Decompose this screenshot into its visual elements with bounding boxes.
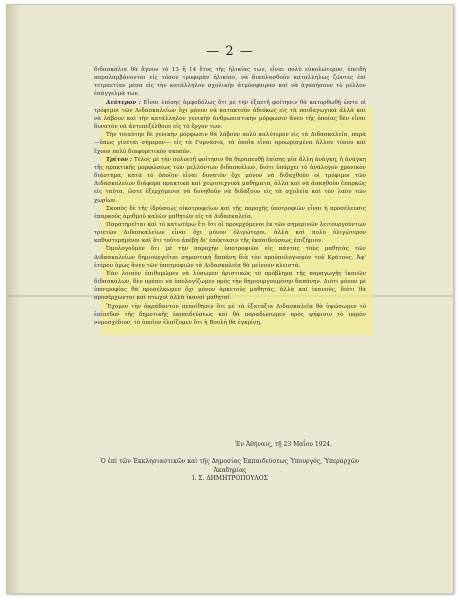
paragraph-1: διδασκάλια θὰ ἄγουν τὸ 13 ἢ 14 ἔτος τῆς ἡλικίας των, εἶναι πολὺ εὐκολώτερον, ἐπειδὴ παραλαμβάνονται εἰς τόσον τρυφερὰν ἡλικίαν, νὰ διαπλασθοῦν καταλλήλως ζῶντες ἐπὶ τετραετίαν μέσα εἰς τὴν κατάλληλον σχολικὴν ἀτμόσφαιραν καὶ νὰ ἀγαπήσουν τὸ μέλλον ἐπάγγελμά των. xyxy=(94,67,366,98)
signature-name: Ι. Σ. ΔΗΜΗΤΡΟΠΟΥΛΟΣ xyxy=(192,475,268,482)
paragraph-4: Τρίτον : Τέλος μὲ τὴν πολυετῆ φοίτησιν θὰ θεραπευθῇ ἐπίσης μία ἄλλη ἀνάγκη, ἡ ἀνάγκη τῆς πρακτικῆς μορφώσεως τῶν μελλόντων διδασκάλων, διότι ὑπάρχει τὸ ἀνάλογον χρονικὸν διάστημα, κατὰ τὸ ὁποῖον εἶναι δυνατὸν ὄχι μόνον νὰ διδαχθοῦν οἱ τρόφιμοι τῶν Διδασκαλείων διάφορα πρακτικὰ καὶ χειροτεχνικὰ μαθήματα, ἀλλὰ καὶ νὰ ἀσκηθοῦν ἐπαρκῶς εἰς ταῦτα, ὥστε ἐξερχόμενοι νὰ δυνηθοῦν νὰ διδάξουν εἰς τὰ σχολεῖα καὶ τὸν λαὸν τῶν χωρίων. xyxy=(94,156,366,204)
paragraph-7: Ὁμολογοῦμεν ὅτι μὲ τὴν παροχὴν ὑποτροφιῶν εἰς πάντας τοὺς μαθητὰς τῶν Διδασκαλείων δημιουργεῖται σημαντικὴ δαπάνη διὰ τὸν προϋπολογισμὸν τοῦ Κράτους. Ἀφ' ἑτέρου ὅμως ἄνευ τῶν ὑποτροφιῶν τὰ Διδασκαλεῖα θὰ μείνουν κλειστά. xyxy=(94,246,366,269)
paragraph-9: Ἔχομεν τὴν ἀκράδαντον πεποίθησιν ὅτι μὲ τὰ ἑξατάξια Διδασκαλεῖα θὰ ὑψώσωμεν τὸ ἐπίπεδον τῆς δημοτικῆς ἐκπαιδεύσεως καὶ θὰ παραδώσωμεν πρὸς ψήφισιν τὸ παρὸν νομοσχέδιον, τὸ ὁποῖον ἐλπίζομεν ὅτι ἡ Βουλὴ θὰ ἐγκρίνῃ. xyxy=(94,303,366,326)
page-number: — 2 — xyxy=(206,44,254,59)
paragraph-3: Τὴν τοιαύτην δὲ γενικὴν μόρφωσιν θὰ λάβουν πολὺ καλύτερον εἰς τὰ Διδασκαλεῖα, παρὰ —ὅπως γίνεται σήμερον— εἰς τὰ Γυμνάσια, τὰ ὁποῖα εἶναι προωρισμένα ἄλλου τύπου καὶ ἔχουν πολὺ διαφορετικὸν σκοπόν. xyxy=(94,132,366,155)
paragraph-8: Ἐὰν λοιπὸν ἐπιθυμῶμεν νὰ λύσωμεν ὁριστικῶς τὸ πρόβλημα τῆς παραγωγῆς ἱκανῶν διδασκάλων, δὲν πρέπει νὰ ὑπολογίζωμεν πρὸς τὴν δημιουργουμένην δαπάνην. Διότι μόνον μὲ ὑποτροφίας θὰ προσέλκωμεν ὄχι μόνον ἀρκετοὺς μαθητάς, ἀλλὰ καὶ ἱκανούς, διότι θὰ προσέρχωνται καὶ πτωχοὶ ἀλλὰ ἱκανοὶ μαθηταί. xyxy=(94,270,366,302)
binding-edge xyxy=(7,5,21,593)
date-line: Ἐν Ἀθήναις, τῇ 23 Μαΐου 1924. xyxy=(235,441,332,448)
body-text xyxy=(94,66,366,327)
paragraph-5: Σκοπὸς δὲ τῆς ἱδρύσεως οἰκοτροφείων καὶ τῆς παροχῆς ὑποτροφιῶν εἶναι ἡ προσέλευσις ἐπαρκοῦς ἀριθμοῦ καλῶν μαθητῶν εἰς τὰ Διδασκαλεῖα. xyxy=(94,205,366,220)
paragraph-2: Δεύτερον : Εἶναι ἐπίσης ἀμφοδόλως ὅτι μὲ τὴν ἐξαετῆ φοίτησιν θὰ κατορθωθῇ ὥστε οἱ τρόφιμοι τῶν Διδασκαλείων ὄχι μόνον νὰ κατακτοῦν ἀδιόκως εἰς τὰ παιδαγωγικὰ ἀλλὰ καὶ νὰ λάβουν καὶ τὴν κατάλληλον γενικὴν ἀνθρωπιστικὴν μόρφωσιν ἄνευ τῆς ὁποίας δὲν εἶναι δυνατὸν νὰ ἀντεπεξέλθουν εἰς τὸ ἔργον των. xyxy=(94,99,367,131)
signature-title: Ὁ ἐπὶ τῶν Ἐκκλησιαστικῶν καὶ τῆς Δημοσίας Ἐκπαιδεύσεως Ὑπουργός, Ὑπεραρχῶν Ἀκαδημίας xyxy=(100,458,360,474)
paragraph-6: Παρατηρεῖται καὶ τὸ κατωτέρω ἔτι ὅτι οἱ προερχόμενοι ἐκ τῶν σημερινῶν λειτουργούντων τριετῶν Διδασκαλείων εἶναι ὄχι μόνον ὀλιγώτεροι, ἀλλὰ καὶ πολὺ ὀλιγώτερον καθυστερημένοι καὶ ὅτι τοῦτο ἀπέβη δι' ἐπέκτασιν τῆς ἐκπαιδεύσεως ἐπιζήμιον. xyxy=(94,221,366,245)
